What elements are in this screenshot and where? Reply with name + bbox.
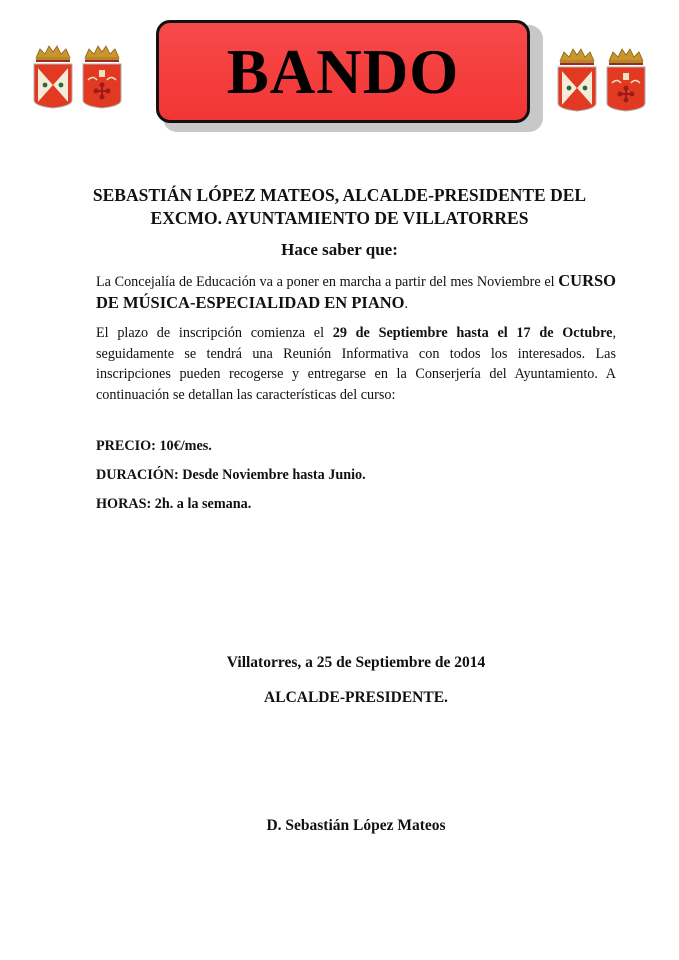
announcement-paragraph	[96, 271, 616, 314]
coat-of-arms-icon	[82, 40, 122, 110]
paragraph-text-before: El plazo de inscripción comienza el	[96, 325, 333, 341]
hace-saber-heading: Hace saber que:	[281, 240, 398, 259]
signatory-role: ALCALDE-PRESIDENTE.	[264, 689, 448, 706]
heading-line-1: SEBASTIÁN LÓPEZ MATEOS, ALCALDE-PRESIDENTE DEL	[92, 185, 587, 205]
banner-title: BANDO	[226, 37, 460, 107]
coat-of-arms-icon	[557, 43, 597, 113]
course-name: CURSO DE MÚSICA-ESPECIALIDAD EN PIANO	[96, 271, 616, 312]
paragraph-text-after: , seguidamente se tendrá una Reunión Informativa con todos los interesados. Las inscripciones pueden recogerse y entregarse en la Conserjería del Ayuntamiento. A continuación se detallan las características del curso:	[96, 325, 616, 403]
heading-line-2: EXCMO. AYUNTAMIENTO DE VILLATORRES	[150, 208, 529, 228]
detail-duration: DURACIÓN: Desde Noviembre hasta Junio.	[96, 467, 366, 483]
bando-banner	[156, 20, 530, 123]
paragraph-text: La Concejalía de Educación va a poner en marcha a partir del mes Noviembre el	[96, 274, 559, 290]
registration-dates: 29 de Septiembre hasta el 17 de Octubre	[332, 325, 613, 341]
issuer-heading	[0, 184, 679, 230]
registration-paragraph	[96, 323, 616, 405]
coat-of-arms-icon	[606, 43, 646, 113]
paragraph-end: .	[404, 295, 409, 312]
coat-of-arms-icon	[33, 40, 73, 110]
place-date: Villatorres, a 25 de Septiembre de 2014	[226, 654, 486, 671]
detail-hours: HORAS: 2h. a la semana.	[96, 496, 252, 512]
signatory-name: D. Sebastián López Mateos	[266, 817, 446, 834]
detail-price: PRECIO: 10€/mes.	[96, 438, 212, 454]
